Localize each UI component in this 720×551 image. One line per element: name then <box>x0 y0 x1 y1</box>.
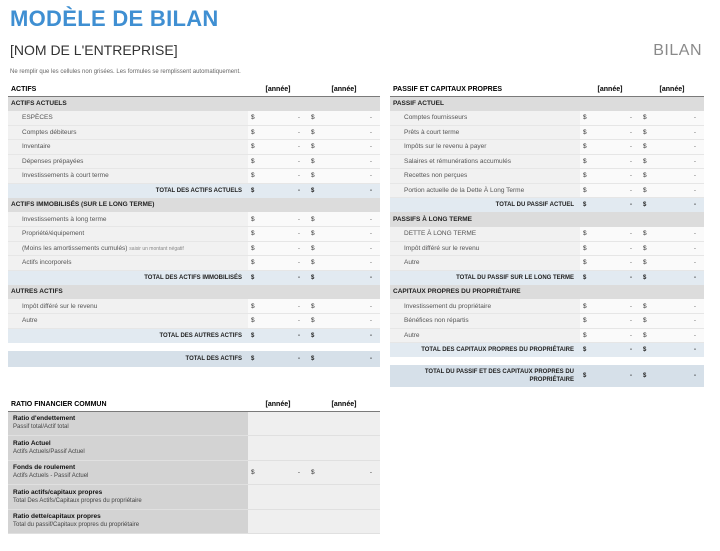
row-label: Autre <box>390 328 580 343</box>
value-cell[interactable]: - <box>650 314 704 329</box>
value-cell[interactable]: - <box>650 183 704 198</box>
instruction-text: Ne remplir que les cellules non grisées. Les formules se remplissent automatiquement. <box>10 69 241 75</box>
value-cell[interactable]: - <box>318 125 380 140</box>
value-cell[interactable]: - <box>318 111 380 126</box>
row-label: Investissements à long terme <box>8 212 248 227</box>
row-label: Salaires et rémunérations accumulés <box>390 154 580 169</box>
value-cell[interactable]: - <box>590 125 640 140</box>
table-row: Autre $ - $ - <box>390 328 704 343</box>
value-cell[interactable]: - <box>318 140 380 155</box>
table-row: Investissement du propriétaire $ - $ - <box>390 299 704 314</box>
value-cell[interactable]: - <box>590 111 640 126</box>
row-label: Impôts sur le revenu à payer <box>390 140 580 155</box>
liabilities-heading: PASSIF ET CAPITAUX PROPRES <box>390 83 580 96</box>
total-label: TOTAL DES CAPITAUX PROPRES DU PROPRIÉTAIRE <box>390 343 580 358</box>
year-header: [année] <box>640 83 704 96</box>
table-row: Bénéfices non répartis $ - $ - <box>390 314 704 329</box>
table-row: Comptes fournisseurs $ - $ - <box>390 111 704 126</box>
value-cell[interactable]: - <box>650 140 704 155</box>
row-label: Investissements à court terme <box>8 169 248 184</box>
section-title: ACTIFS IMMOBILISÉS (SUR LE LONG TERME) <box>8 198 380 213</box>
value-cell[interactable]: - <box>258 227 308 242</box>
row-label: Impôt différé sur le revenu <box>390 241 580 256</box>
value-cell[interactable]: - <box>590 299 640 314</box>
total-row: TOTAL DES ACTIFS IMMOBILISÉS $ - $ - <box>8 270 380 285</box>
value-cell[interactable]: - <box>590 241 640 256</box>
value-cell[interactable]: - <box>650 256 704 271</box>
total-label: TOTAL DES ACTIFS <box>8 351 248 367</box>
year-header: [année] <box>248 398 308 411</box>
table-row: Impôt différé sur le revenu $ - $ - <box>390 241 704 256</box>
table-row: Impôt différé sur le revenu $ - $ - <box>8 299 380 314</box>
value-cell[interactable]: - <box>258 140 308 155</box>
total-label: TOTAL DES ACTIFS IMMOBILISÉS <box>8 270 248 285</box>
value-cell[interactable]: - <box>318 256 380 271</box>
row-label: Autre <box>390 256 580 271</box>
value-cell[interactable]: - <box>318 227 380 242</box>
row-label: Inventaire <box>8 140 248 155</box>
table-row: Actifs incorporels $ - $ - <box>8 256 380 271</box>
table-row: Prêts à court terme $ - $ - <box>390 125 704 140</box>
value-cell[interactable]: - <box>258 241 308 256</box>
ratio-name: Fonds de roulement <box>13 464 76 472</box>
value-cell[interactable]: - <box>650 111 704 126</box>
row-label: ESPÈCES <box>8 111 248 126</box>
section-title: CAPITAUX PROPRES DU PROPRIÉTAIRE <box>390 285 704 300</box>
section-title: PASSIFS À LONG TERME <box>390 212 704 227</box>
value-cell[interactable]: - <box>650 299 704 314</box>
ratio-formula: Passif total/Actif total <box>13 424 69 431</box>
year-header: [année] <box>308 398 380 411</box>
value-cell[interactable]: - <box>590 328 640 343</box>
year-header: [année] <box>248 83 308 96</box>
ratio-formula: Total Des Actifs/Capitaux propres du propriétaire <box>13 497 142 504</box>
table-row: Impôts sur le revenu à payer $ - $ - <box>390 140 704 155</box>
ratio-name: Ratio Actuel <box>13 439 51 447</box>
value-cell[interactable]: - <box>258 111 308 126</box>
year-header: [année] <box>308 83 380 96</box>
ratio-formula: Actifs Actuels/Passif Actuel <box>13 448 85 455</box>
table-row: Inventaire $ - $ - <box>8 140 380 155</box>
table-row: (Moins les amortissements cumulés) saisir un montant négatif $ - $ - <box>8 241 380 256</box>
table-row: Autre $ - $ - <box>8 314 380 329</box>
section-title: AUTRES ACTIFS <box>8 285 380 300</box>
value-cell[interactable]: - <box>318 154 380 169</box>
value-cell[interactable]: - <box>650 241 704 256</box>
page-title: MODÈLE DE BILAN <box>10 6 219 31</box>
ratio-row <box>8 485 380 510</box>
ratio-name: Ratio actifs/capitaux propres <box>13 488 103 496</box>
grand-total-row: TOTAL DES ACTIFS $ - $ - <box>8 351 380 367</box>
table-row: Comptes débiteurs $ - $ - <box>8 125 380 140</box>
document-label: BILAN <box>653 42 702 59</box>
value-cell[interactable]: - <box>258 125 308 140</box>
section-title: PASSIF ACTUEL <box>390 96 704 111</box>
ratio-name: Ratio d'endettement <box>13 415 76 423</box>
total-label: TOTAL DES ACTIFS ACTUELS <box>8 183 248 198</box>
total-label: TOTAL DU PASSIF ET DES CAPITAUX PROPRES DU PROPRIÉTAIRE <box>390 365 580 387</box>
value-cell[interactable]: - <box>258 154 308 169</box>
assets-heading: ACTIFS <box>8 83 248 96</box>
row-label: Autre <box>8 314 248 329</box>
value-cell[interactable]: - <box>318 212 380 227</box>
assets-table <box>8 83 380 367</box>
table-row: Investissements à long terme $ - $ - <box>8 212 380 227</box>
company-name[interactable]: [NOM DE L'ENTREPRISE] <box>10 42 178 58</box>
value-cell[interactable]: - <box>318 314 380 329</box>
value-cell[interactable]: - <box>650 154 704 169</box>
value-cell[interactable]: - <box>590 154 640 169</box>
liabilities-table <box>390 83 704 387</box>
table-row: Portion actuelle de la Dette À Long Terme $ - $ - <box>390 183 704 198</box>
row-label: Comptes fournisseurs <box>390 111 580 126</box>
row-label: Prêts à court terme <box>390 125 580 140</box>
ratios-heading: RATIO FINANCIER COMMUN <box>8 398 248 411</box>
value-cell[interactable]: - <box>650 169 704 184</box>
total-row: TOTAL DES CAPITAUX PROPRES DU PROPRIÉTAIRE $ - $ - <box>390 343 704 358</box>
value-cell[interactable]: - <box>258 314 308 329</box>
row-label: Comptes débiteurs <box>8 125 248 140</box>
value-cell[interactable]: - <box>318 299 380 314</box>
row-label: Dépenses prépayées <box>8 154 248 169</box>
value-cell[interactable]: - <box>590 140 640 155</box>
row-label: DETTE À LONG TERME <box>390 227 580 242</box>
total-label: TOTAL DES AUTRES ACTIFS <box>8 328 248 343</box>
value-cell[interactable]: - <box>258 299 308 314</box>
ratios-header-row <box>8 398 380 411</box>
total-row: TOTAL DU PASSIF SUR LE LONG TERME $ - $ - <box>390 270 704 285</box>
row-label: Bénéfices non répartis <box>390 314 580 329</box>
row-label: (Moins les amortissements cumulés) <box>22 244 128 252</box>
ratio-row <box>8 436 380 461</box>
row-label: Propriété/équipement <box>8 227 248 242</box>
ratio-row <box>8 411 380 436</box>
ratio-formula: Actifs Actuels - Passif Actuel <box>13 473 89 480</box>
value-cell[interactable]: - <box>650 328 704 343</box>
value-cell[interactable]: - <box>318 169 380 184</box>
ratios-table <box>8 398 380 534</box>
row-note: saisir un montant négatif <box>129 245 184 252</box>
value-cell[interactable]: - <box>590 169 640 184</box>
value-cell[interactable]: - <box>590 183 640 198</box>
total-row: TOTAL DES ACTIFS ACTUELS $ - $ - <box>8 183 380 198</box>
value-cell[interactable]: - <box>258 212 308 227</box>
table-row: DETTE À LONG TERME $ - $ - <box>390 227 704 242</box>
section-title: ACTIFS ACTUELS <box>8 96 380 111</box>
row-label: Actifs incorporels <box>8 256 248 271</box>
table-row: Investissements à court terme $ - $ - <box>8 169 380 184</box>
ratio-name: Ratio dette/capitaux propres <box>13 513 101 521</box>
table-row: Propriété/équipement $ - $ - <box>8 227 380 242</box>
value-cell[interactable]: - <box>318 241 380 256</box>
table-row: Autre $ - $ - <box>390 256 704 271</box>
total-row: TOTAL DU PASSIF ACTUEL $ - $ - <box>390 198 704 213</box>
ratio-row <box>8 509 380 534</box>
grand-total-row: TOTAL DU PASSIF ET DES CAPITAUX PROPRES DU PROPRIÉTAIRE $ - $ - <box>390 365 704 387</box>
value-cell[interactable]: - <box>258 256 308 271</box>
ratio-formula: Total du passif/Capitaux propres du propriétaire <box>13 522 140 529</box>
year-header: [année] <box>580 83 640 96</box>
total-label: TOTAL DU PASSIF ACTUEL <box>390 198 580 213</box>
row-label: Impôt différé sur le revenu <box>8 299 248 314</box>
table-row: Salaires et rémunérations accumulés $ - $ - <box>390 154 704 169</box>
value-cell[interactable]: - <box>258 169 308 184</box>
total-row: TOTAL DES AUTRES ACTIFS $ - $ - <box>8 328 380 343</box>
value-cell[interactable]: - <box>590 314 640 329</box>
value-cell[interactable]: - <box>590 227 640 242</box>
total-label: TOTAL DU PASSIF SUR LE LONG TERME <box>390 270 580 285</box>
row-label: Recettes non perçues <box>390 169 580 184</box>
liabilities-header-row <box>390 83 704 96</box>
table-row: Dépenses prépayées $ - $ - <box>8 154 380 169</box>
value-cell[interactable]: - <box>650 125 704 140</box>
row-label: Investissement du propriétaire <box>390 299 580 314</box>
table-row: Recettes non perçues $ - $ - <box>390 169 704 184</box>
table-row: ESPÈCES $ - $ - <box>8 111 380 126</box>
assets-header-row <box>8 83 380 96</box>
value-cell[interactable]: - <box>650 227 704 242</box>
ratio-row: Fonds de roulement Actifs Actuels - Passif Actuel $ - $ - <box>8 460 380 485</box>
value-cell[interactable]: - <box>590 256 640 271</box>
row-label: Portion actuelle de la Dette À Long Terme <box>390 183 580 198</box>
